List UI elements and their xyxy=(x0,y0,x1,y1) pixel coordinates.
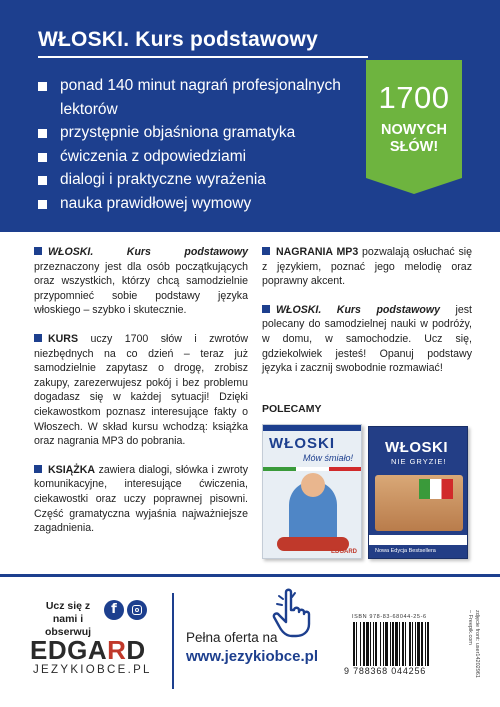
paragraph-square-icon xyxy=(34,334,42,342)
bullet-square-icon xyxy=(38,153,47,162)
paragraph-square-icon xyxy=(262,305,270,313)
book-paragraph: KSIĄŻKA zawiera dialogi, słówka i zwroty komunikacyjne, interesujące ćwiczenia, ciekawostki oraz uczy poprawnej pisowni. Część gramatyczna wyjaśnia najważniejsze zagadnienia. xyxy=(34,463,248,535)
title-underline xyxy=(38,56,368,58)
footer-separator xyxy=(172,593,174,689)
bullet-square-icon xyxy=(38,129,47,138)
mp3-paragraph: NAGRANIA MP3 pozwalają osłuchać się z językiem, poznać jego melodię oraz poprawny akcent. xyxy=(262,246,473,288)
edgard-logo: EDGARD xyxy=(30,635,146,665)
book-footer-text: Nowa Edycja Bestsellera xyxy=(375,548,436,554)
website-link[interactable]: www.jezykiobce.pl xyxy=(186,648,318,665)
facebook-icon[interactable]: f xyxy=(104,600,124,620)
description-left-column xyxy=(34,245,248,550)
book-title: WŁOSKI xyxy=(269,435,335,452)
book-cover-mow-smialo[interactable] xyxy=(262,424,362,559)
badge-text: NOWYCH SŁÓW! xyxy=(380,122,448,155)
book-subtitle: NIE GRYZIE! xyxy=(391,457,447,466)
badge-number: 1700 xyxy=(378,80,450,115)
description-right-column xyxy=(262,245,472,390)
book-subtitle: Mów śmiało! xyxy=(303,453,354,463)
recommend-label: POLECAMY xyxy=(262,403,322,415)
usage-paragraph: WŁOSKI. Kurs podstawowy jest polecany do samodzielnej nauki w podróży, w domu, w samochodzie. Ucz się, gdziekolwiek jesteś! Opanuj podstawy języka i zacznij swobodnie rozmawiać! xyxy=(262,303,472,375)
feature-item: ponad 140 minut nagrań profesjonalnych lektorów xyxy=(38,74,358,121)
instagram-icon[interactable] xyxy=(127,600,147,620)
paragraph-square-icon xyxy=(262,247,270,255)
feature-item: nauka prawidłowej wymowy xyxy=(38,192,358,216)
bullet-square-icon xyxy=(38,200,47,209)
follow-text: Ucz się z nami i obserwuj xyxy=(44,600,92,638)
paragraph-square-icon xyxy=(34,247,42,255)
isbn-text: ISBN 978-83-68044-25-6 xyxy=(352,614,427,620)
book-cover-nie-gryzie[interactable] xyxy=(368,426,468,559)
feature-list xyxy=(38,74,358,215)
feature-item: ćwiczenia z odpowiedziami xyxy=(38,145,358,169)
feature-item: przystępnie objaśniona gramatyka xyxy=(38,121,358,145)
word-count-badge xyxy=(366,60,462,178)
paragraph-square-icon xyxy=(34,465,42,473)
intro-paragraph: WŁOSKI. Kurs podstawowy przeznaczony jest dla osób początkujących oraz wszystkich, którzy chcą samodzielnie przypomnieć sobie podstawy języka włoskiego – szybko i skutecznie. xyxy=(34,246,248,317)
bullet-square-icon xyxy=(38,176,47,185)
publisher-logo: EDGARD xyxy=(330,549,357,555)
offer-text: Pełna oferta na xyxy=(186,630,278,645)
photo-credit: zdjęcie front: user14202961 – Freepik.com xyxy=(467,610,480,678)
barcode-number: 9 788368 044256 xyxy=(344,666,427,676)
barcode-image xyxy=(352,622,450,666)
course-paragraph: KURS uczy 1700 słów i zwrotów niezbędnych na co dzień – teraz już samodzielnie zapytasz o drogę, zrobisz zakupy, zarezerwujesz pokój i bez problemu dogadasz się w każdej sytuacji! Dzięki ciekawostkom poznasz interesujące fakty o Włoszech. W skład kursu wchodzą: książka oraz nagrania MP3 do pobrania. xyxy=(34,332,248,448)
page-title: WŁOSKI. Kurs podstawowy xyxy=(38,28,318,51)
book-title: WŁOSKI xyxy=(385,439,448,456)
italian-flag-stripe xyxy=(263,467,362,471)
brand-url: JEZYKIOBCE.PL xyxy=(33,664,152,676)
italian-flag xyxy=(419,479,453,499)
feature-item: dialogi i praktyczne wyrażenia xyxy=(38,168,358,192)
footer-divider xyxy=(0,574,500,577)
bullet-square-icon xyxy=(38,82,47,91)
